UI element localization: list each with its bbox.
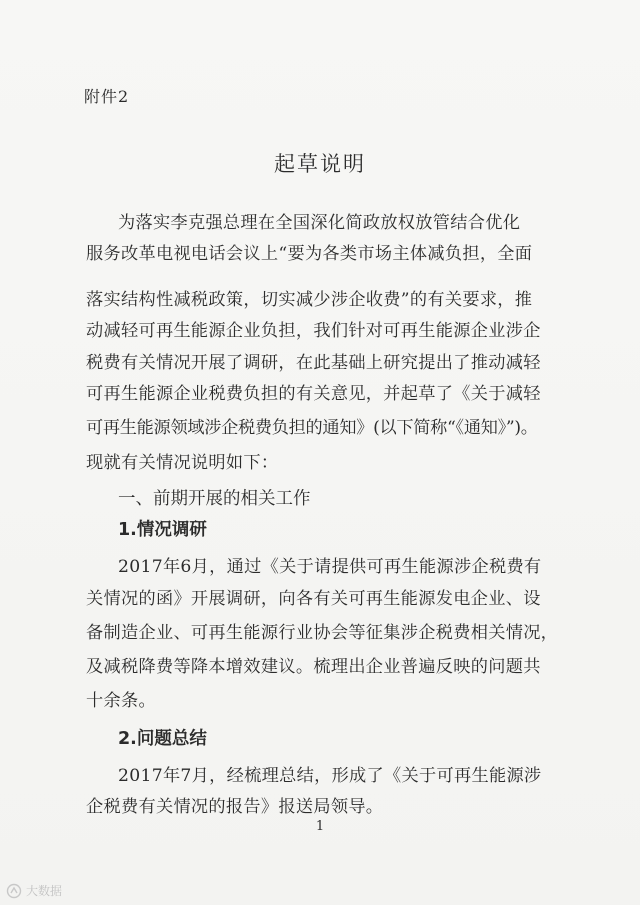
sub2-line: 2017年7月，经梳理总结，形成了《关于可再生能源涉 — [118, 766, 542, 786]
sub1-line: 及减税降费等降本增效建议。梳理出企业普遍反映的问题共 — [86, 657, 541, 677]
watermark — [6, 882, 62, 899]
sub1-line: 备制造企业、可再生能源行业协会等征集涉企税费相关情况， — [86, 623, 559, 643]
intro-line: 动减轻可再生能源企业负担，我们针对可再生能源企业涉企 — [86, 321, 541, 341]
sub2-line: 企税费有关情况的报告》报送局领导。 — [86, 797, 384, 817]
section-heading: 一、前期开展的相关工作 — [118, 489, 311, 509]
watermark-logo-icon — [6, 883, 22, 899]
intro-line: 为落实李克强总理在全国深化简政放权放管结合优化 — [118, 213, 521, 233]
sub1-line: 十余条。 — [86, 691, 156, 711]
sub1-line: 关情况的函》开展调研，向各有关可再生能源发电企业、设 — [86, 589, 541, 609]
intro-line: 现就有关情况说明如下： — [86, 453, 279, 473]
document-title: 起草说明 — [274, 152, 366, 176]
watermark-text: 大数据 — [26, 884, 63, 898]
intro-line: 可再生能源企业税费负担的有关意见，并起草了《关于减轻 — [86, 384, 541, 404]
page-number: 1 — [315, 819, 325, 834]
attachment-label: 附件2 — [84, 87, 130, 106]
subsection-heading: 1.情况调研 — [118, 520, 207, 540]
intro-line: 服务改革电视电话会议上“要为各类市场主体减负担，全面 — [86, 244, 533, 264]
sub1-line: 2017年6月，通过《关于请提供可再生能源涉企税费有 — [118, 557, 542, 577]
intro-line: 落实结构性减税政策，切实减少涉企收费”的有关要求，推 — [86, 290, 533, 310]
intro-line: 可再生能源领域涉企税费负担的通知》(以下简称“《通知》”)。 — [86, 418, 538, 438]
subsection-heading: 2.问题总结 — [118, 729, 207, 749]
intro-line: 税费有关情况开展了调研，在此基础上研究提出了推动减轻 — [86, 353, 541, 373]
